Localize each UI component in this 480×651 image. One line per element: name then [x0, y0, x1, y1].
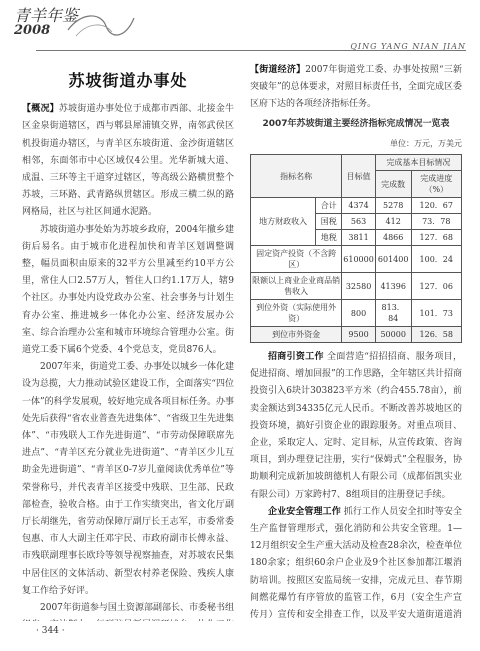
- row-name: 限额以上商业企业商品销售收入: [251, 273, 342, 300]
- right-column: [250, 62, 462, 621]
- row-done: 41396: [375, 273, 411, 300]
- table-row: [251, 246, 462, 273]
- paragraph-text: 2007年来，街道党工委、办事处以城乡一体化建设为总揽，大力推动试验区建设工作，全面落实“四位一体”的科学发展观，较好地完成各项目标任务。办事处先后获得“省农业普查先进集体”、“省级卫生先进集体”、“市残联人工作先进街道”、“市劳动保障联席先进点”、“青羊区充分就业先进街道”、“青羊区少儿互助金先进街道”、“青羊区0-7岁儿童阅读优秀单位”等荣誉称号，并代表青羊区接受中残联、卫生部、民政部检查，验收合格。由于工作实绩突出，省文化厅副厅长胡继先，省劳动保障厅副厅长王志军，市委常委包惠、市人大副主任邓宇民、市政府副市长傅永益、市残联副理事长欧玲等领导视察抽查，对苏坡农民集中居住区的文体活动、新型农村养老保险、残疾人康复工作给予好评。: [22, 362, 234, 596]
- paragraph: [250, 504, 462, 621]
- sub-heading: 招商引资工作: [268, 352, 324, 363]
- header-rule: [36, 50, 466, 51]
- page-number: · 344 ·: [36, 626, 65, 636]
- paragraph: [22, 600, 234, 621]
- header-target: 目标值: [342, 155, 376, 198]
- row-done: 412: [375, 214, 411, 230]
- sub-heading: 企业安全管理工作: [268, 506, 341, 517]
- row-rate: 126．58: [411, 327, 461, 343]
- table-row: [251, 198, 462, 214]
- swirl-ornament-icon: [66, 10, 136, 40]
- row-target: 9500: [342, 327, 376, 343]
- paragraph-text: 抓行工作人员安全扣时等安全生产监督管理形式，强化消防和公共安全管理。1—12月组织安全生产重大活动及检查28余次，检查单位180余家；组织60余户企业及9个社区参加都江堰消防培训。按照区安监局统一安排，完成元旦、春节期间燃花爆竹有序管放的监管工作，6月（安全生产宣传月）宣传和安全排查工作，以及平安大道街道道消: [250, 506, 462, 621]
- row-target: 4374: [342, 198, 376, 214]
- section-tag: 【概况】: [22, 104, 59, 115]
- paragraph: [250, 62, 462, 114]
- paragraph-text: 2007年街道党工委、办事处按照“三新突破年”的总体要求，对照目标责任书，全面完成区委区府下达的各项经济指标任务。: [250, 65, 462, 110]
- revenue-group-cell: 地方财政收入: [251, 198, 316, 246]
- paragraph: [22, 222, 234, 360]
- row-target: 32580: [342, 273, 376, 300]
- brand-year: 2008: [14, 23, 51, 38]
- row-done: 4866: [375, 230, 411, 246]
- header-done: 完成数: [375, 171, 411, 198]
- row-name: 到位外资（实际使用外资）: [251, 300, 342, 327]
- row-rate: 100．24: [411, 246, 461, 273]
- row-done: 5278: [375, 198, 411, 214]
- page-header: [0, 0, 480, 54]
- row-name: 固定资产投资（不含跨区）: [251, 246, 342, 273]
- row-sub: 地税: [316, 230, 342, 246]
- paragraph-text: 苏坡街道办事处位于成都市西部、北接金牛区金泉街道辖区，西与郫县犀浦镇交界，南邻武侯区机投街道办辖区，与青羊区东坡街道、金沙街道辖区相邻，东面邻市中心区域仅4公里。光华新城大道、成温、三环等主干道穿过辖区，等高级公路横贯整个苏坡，三环路、武青路纵贯辖区。形成三横二纵的路网格局，社区与社区间通水泥路。: [22, 104, 234, 218]
- section-tag: 【街道经济】: [250, 65, 306, 75]
- row-target: 800: [342, 300, 376, 327]
- table-row: [251, 273, 462, 300]
- paragraph: [22, 101, 234, 221]
- row-target: 610000: [342, 246, 376, 273]
- left-column: [22, 62, 234, 621]
- row-target: 563: [342, 214, 376, 230]
- row-rate: 101．73: [411, 300, 461, 327]
- row-sub: 合计: [316, 198, 342, 214]
- row-name: 到位市外资金: [251, 327, 342, 343]
- header-group: 完成基本目标情况: [375, 155, 461, 171]
- row-rate: 120．67: [411, 198, 461, 214]
- row-sub: 国税: [316, 214, 342, 230]
- table-row: [251, 327, 462, 343]
- row-rate: 127．68: [411, 230, 461, 246]
- table-unit: 单位：万元，万美元: [390, 138, 462, 148]
- table-header-row: [251, 155, 462, 171]
- table-row: [251, 300, 462, 327]
- brand-name: 青羊年鉴: [14, 6, 79, 25]
- article-title: 苏坡街道办事处: [68, 71, 188, 90]
- paragraph-text: 苏坡街道办事处始为苏坡乡政府，2004年撤乡建街后易名。由于城市化进程加快和青羊区划调整调整，幅员面积由原来的32平方公里减至约10平方公里，常住人口2.57万人，暂住人口约1.17万人，辖9个社区。办事处内设党政办公室、社会事务与计划生育办公室、推进城乡一体化办公室、经济发展办公室、综合治理办公室和城市环境综合管理办公室。街道党工委下属6个党委、4个党总支，党员876人。: [22, 224, 234, 356]
- yearbook-brand: [14, 8, 78, 38]
- economic-indicators-table: [250, 154, 462, 343]
- header-rate: 完成进度（%）: [411, 171, 461, 198]
- row-done: 601400: [375, 246, 411, 273]
- running-head: QING YANG NIAN JIAN: [350, 42, 466, 51]
- row-done: 813．84: [375, 300, 411, 327]
- paragraph-text: 全面营造“招招招商、服务项目，促进招商、增加回报”的工作思路，全年辖区共计招商投资引入6块计303823平方米（约合455.78亩），前卖金额达到34335亿元人民币。不断改善苏坡地区的投资环境，搞好引资企业的跟踪服务。对重点项目、企业，采取定人、定时、定目标，从宣传政策、咨询项目，到办理登记注册，实行“保姆式”全程服务，协助顺利完成新加坡朗德机人有限公司（成都佰凯实业有限公司）万家跨村7、8组项目的注册登记手续。: [250, 352, 462, 500]
- paragraph: [22, 359, 234, 600]
- paragraph: [250, 349, 462, 504]
- table-title: 2007年苏坡街道主要经济指标完成情况一览表: [262, 118, 450, 129]
- row-rate: 73．78: [411, 214, 461, 230]
- paragraph-text: 2007年街道参与国土资源部副部长、市委秘书组: [40, 603, 234, 614]
- row-rate: 127．06: [411, 273, 461, 300]
- row-done: 50000: [375, 327, 411, 343]
- row-target: 3811: [342, 230, 376, 246]
- header-indicator: 指标名称: [251, 155, 342, 198]
